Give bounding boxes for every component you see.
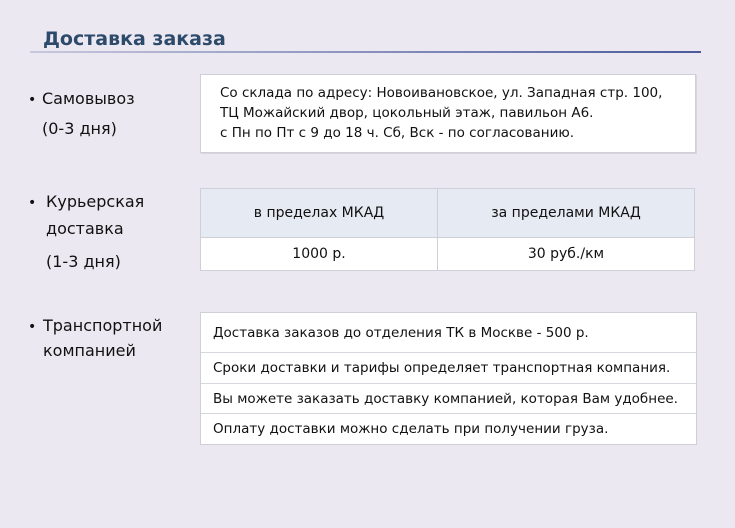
list-item: Вы можете заказать доставку компанией, которая Вам удобнее. — [201, 384, 696, 414]
pickup-line: ТЦ Можайский двор, цокольный этаж, павильон А6. — [220, 105, 594, 121]
transport-label-line1: Транспортной — [43, 316, 163, 335]
list-item: Сроки доставки и тарифы определяет транспортная компания. — [201, 353, 696, 384]
transport-info-box — [200, 312, 697, 445]
pickup-address — [220, 83, 662, 143]
bullet-icon: • — [28, 92, 37, 108]
courier-label-line1: Курьерская — [46, 192, 145, 211]
list-item: Оплату доставки можно сделать при получении груза. — [213, 421, 609, 437]
table-header-row — [201, 189, 695, 238]
table-row — [201, 238, 695, 271]
pickup-line: с Пн по Пт с 9 до 18 ч. Сб, Вск - по согласованию. — [220, 125, 575, 141]
page-title: Доставка заказа — [43, 28, 226, 50]
courier-label-line2: доставка — [46, 219, 124, 238]
title-underline — [30, 51, 701, 53]
column-header: в пределах МКАД — [201, 189, 438, 238]
pickup-term: (0-3 дня) — [42, 119, 117, 138]
column-header: за пределами МКАД — [438, 189, 695, 238]
table-cell: 1000 р. — [201, 238, 438, 271]
table-cell: 30 руб./км — [438, 238, 695, 271]
courier-term: (1-3 дня) — [46, 252, 121, 271]
bullet-icon: • — [28, 195, 37, 211]
pickup-line: Со склада по адресу: Новоивановское, ул. Западная стр. 100, — [220, 85, 663, 101]
courier-price-table — [200, 188, 695, 271]
pickup-label: Самовывоз — [42, 89, 135, 108]
bullet-icon: • — [28, 319, 37, 335]
transport-label-line2: компанией — [43, 341, 136, 360]
list-item: Доставка заказов до отделения ТК в Москве - 500 р. — [201, 313, 696, 353]
